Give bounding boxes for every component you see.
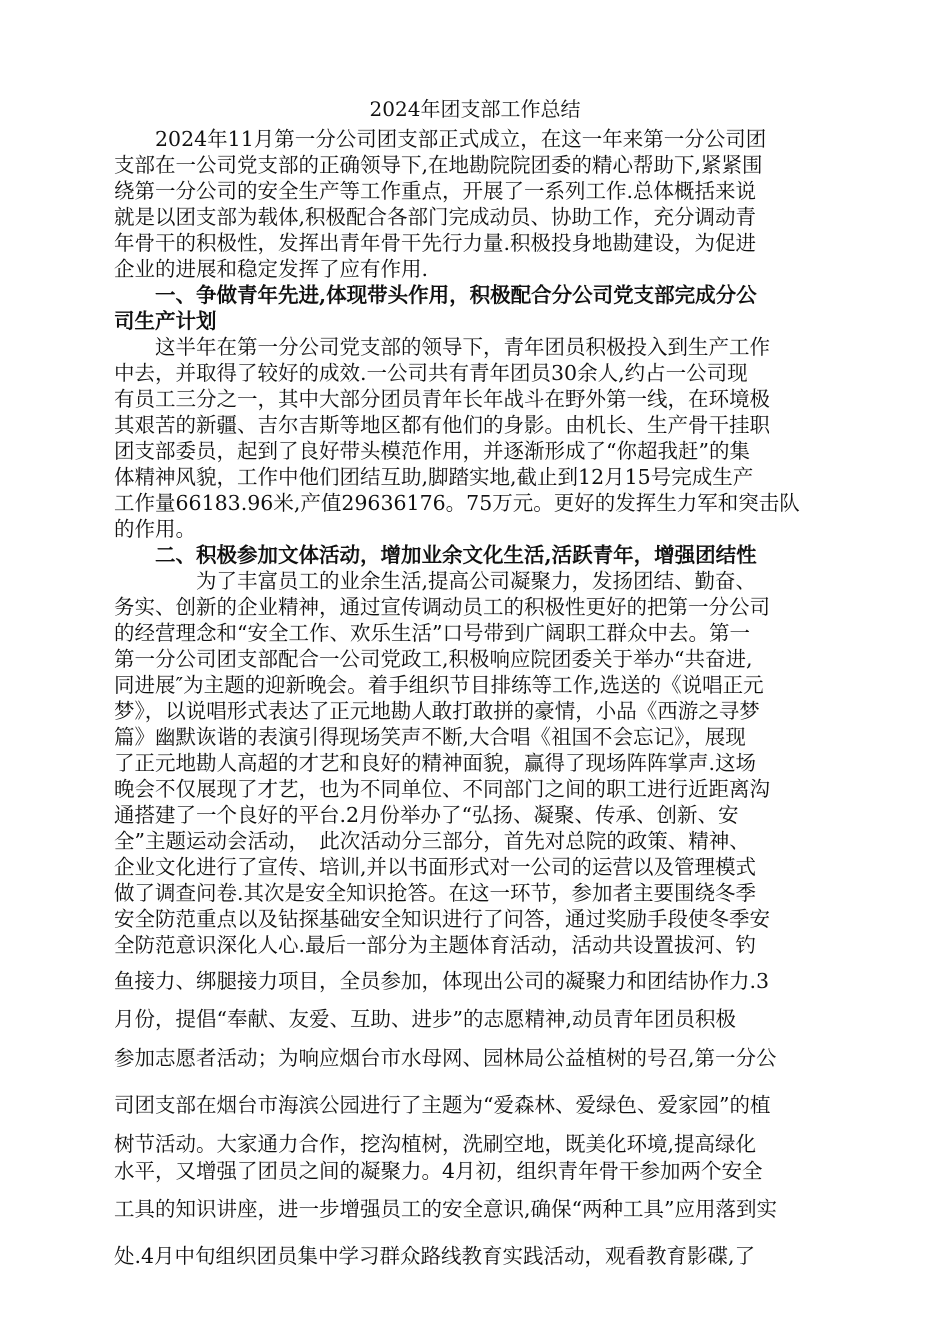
paragraph-line: 全防范意识深化人心.最后一部分为主题体育活动，活动共设置拔河、钓 (114, 933, 757, 957)
paragraph-line: 支部在一公司党支部的正确领导下,在地勘院院团委的精心帮助下,紧紧围 (114, 153, 763, 177)
paragraph-line: 就是以团支部为载体,积极配合各部门完成动员、协助工作，充分调动青 (114, 205, 757, 229)
paragraph-line: 2024年11月第一分公司团支部正式成立，在这一年来第一分公司团 (114, 127, 767, 151)
paragraph-line: 水平，又增强了团员之间的凝聚力。4月初，组织青年骨干参加两个安全 (114, 1159, 763, 1183)
paragraph-line: 全”主题运动会活动， 此次活动分三部分，首先对总院的政策、精神、 (114, 829, 750, 853)
paragraph-line: 为了丰富员工的业余生活,提高公司凝聚力，发扬团结、勤奋、 (114, 569, 757, 593)
section-heading-1: 一、争做青年先进,体现带头作用，积极配合分公司党支部完成分公 (114, 283, 757, 307)
paragraph-line: 篇》幽默诙谐的表演引得现场笑声不断,大合唱《祖国不会忘记》，展现 (114, 725, 746, 749)
paragraph-line: 树节活动。大家通力合作，挖沟植树，洗刷空地，既美化环境,提高绿化 (114, 1132, 757, 1156)
paragraph-line: 这半年在第一分公司党支部的领导下，青年团员积极投入到生产工作 (114, 335, 770, 359)
paragraph-line: 参加志愿者活动；为响应烟台市水母网、园林局公益植树的号召,第一分公 (114, 1046, 777, 1070)
paragraph-line: 安全防范重点以及钻探基础安全知识进行了问答，通过奖励手段使冬季安 (114, 907, 770, 931)
section-heading-2: 二、积极参加文体活动，增加业余文化生活,活跃青年，增强团结性 (114, 543, 757, 567)
paragraph-line: 企业的进展和稳定发挥了应有作用. (114, 257, 429, 281)
paragraph-line: 体精神风貌，工作中他们团结互助,脚踏实地,截止到12月15号完成生产 (114, 465, 754, 489)
paragraph-line: 的作用。 (114, 517, 196, 541)
paragraph-line: 有员工三分之一，其中大部分团员青年长年战斗在野外第一线，在环境极 (114, 387, 770, 411)
paragraph-line: 司团支部在烟台市海滨公园进行了主题为“爱森林、爱绿色、爱家园”的植 (114, 1093, 771, 1117)
paragraph-line: 企业文化进行了宣传、培训,并以书面形式对一公司的运营以及管理模式 (114, 855, 757, 879)
paragraph-line: 其艰苦的新疆、吉尔吉斯等地区都有他们的身影。由机长、生产骨干挂职 (114, 413, 770, 437)
paragraph-line: 工具的知识讲座，进一步增强员工的安全意识,确保“两种工具”应用落到实 (114, 1197, 777, 1221)
paragraph-line: 同进展″为主题的迎新晚会。着手组织节目排练等工作,选送的《说唱正元 (114, 673, 764, 697)
paragraph-line: 中去，并取得了较好的成效.一公司共有青年团员30余人,约占一公司现 (114, 361, 748, 385)
paragraph-line: 了正元地勘人高超的才艺和良好的精神面貌，赢得了现场阵阵掌声.这场 (114, 751, 757, 775)
paragraph-line: 梦》，以说唱形式表达了正元地勘人敢打敢拼的豪情，小品《西游之寻梦 (114, 699, 760, 723)
paragraph-line: 晚会不仅展现了才艺，也为不同单位、不同部门之间的职工进行近距离沟 (114, 777, 770, 801)
paragraph-line: 年骨干的积极性，发挥出青年骨干先行力量.积极投身地勘建设，为促进 (114, 231, 757, 255)
paragraph-line: 做了调查问卷.其次是安全知识抢答。在这一环节，参加者主要围绕冬季 (114, 881, 757, 905)
paragraph-line: 的经营理念和“安全工作、欢乐生活”口号带到广阔职工群众中去。第一 (114, 621, 750, 645)
paragraph-line: 务实、创新的企业精神，通过宣传调动员工的积极性更好的把第一分公司 (114, 595, 770, 619)
document-title: 2024年团支部工作总结 (369, 97, 581, 121)
paragraph-line: 绕第一分公司的安全生产等工作重点，开展了一系列工作.总体概括来说 (114, 179, 757, 203)
paragraph-line: 工作量66183.96米,产值29636176。75万元。更好的发挥生力军和突击队 (114, 491, 800, 515)
paragraph-line: 团支部委员，起到了良好带头模范作用，并逐渐形成了“你超我赶”的集 (114, 439, 750, 463)
paragraph-line: 鱼接力、绑腿接力项目，全员参加，体现出公司的凝聚力和团结协作力.3 (114, 969, 770, 993)
paragraph-line: 处.4月中旬组织团员集中学习群众路线教育实践活动，观看教育影碟,了 (114, 1244, 756, 1268)
paragraph-line: 通搭建了一个良好的平台.2月份举办了“弘扬、凝聚、传承、创新、安 (114, 803, 739, 827)
paragraph-line: 第一分公司团支部配合一公司党政工,积极响应院团委关于举办“共奋进, (114, 647, 753, 671)
section-heading-1: 司生产计划 (114, 309, 217, 333)
paragraph-line: 月份，提倡“奉献、友爱、互助、进步”的志愿精神,动员青年团员积极 (114, 1007, 736, 1031)
